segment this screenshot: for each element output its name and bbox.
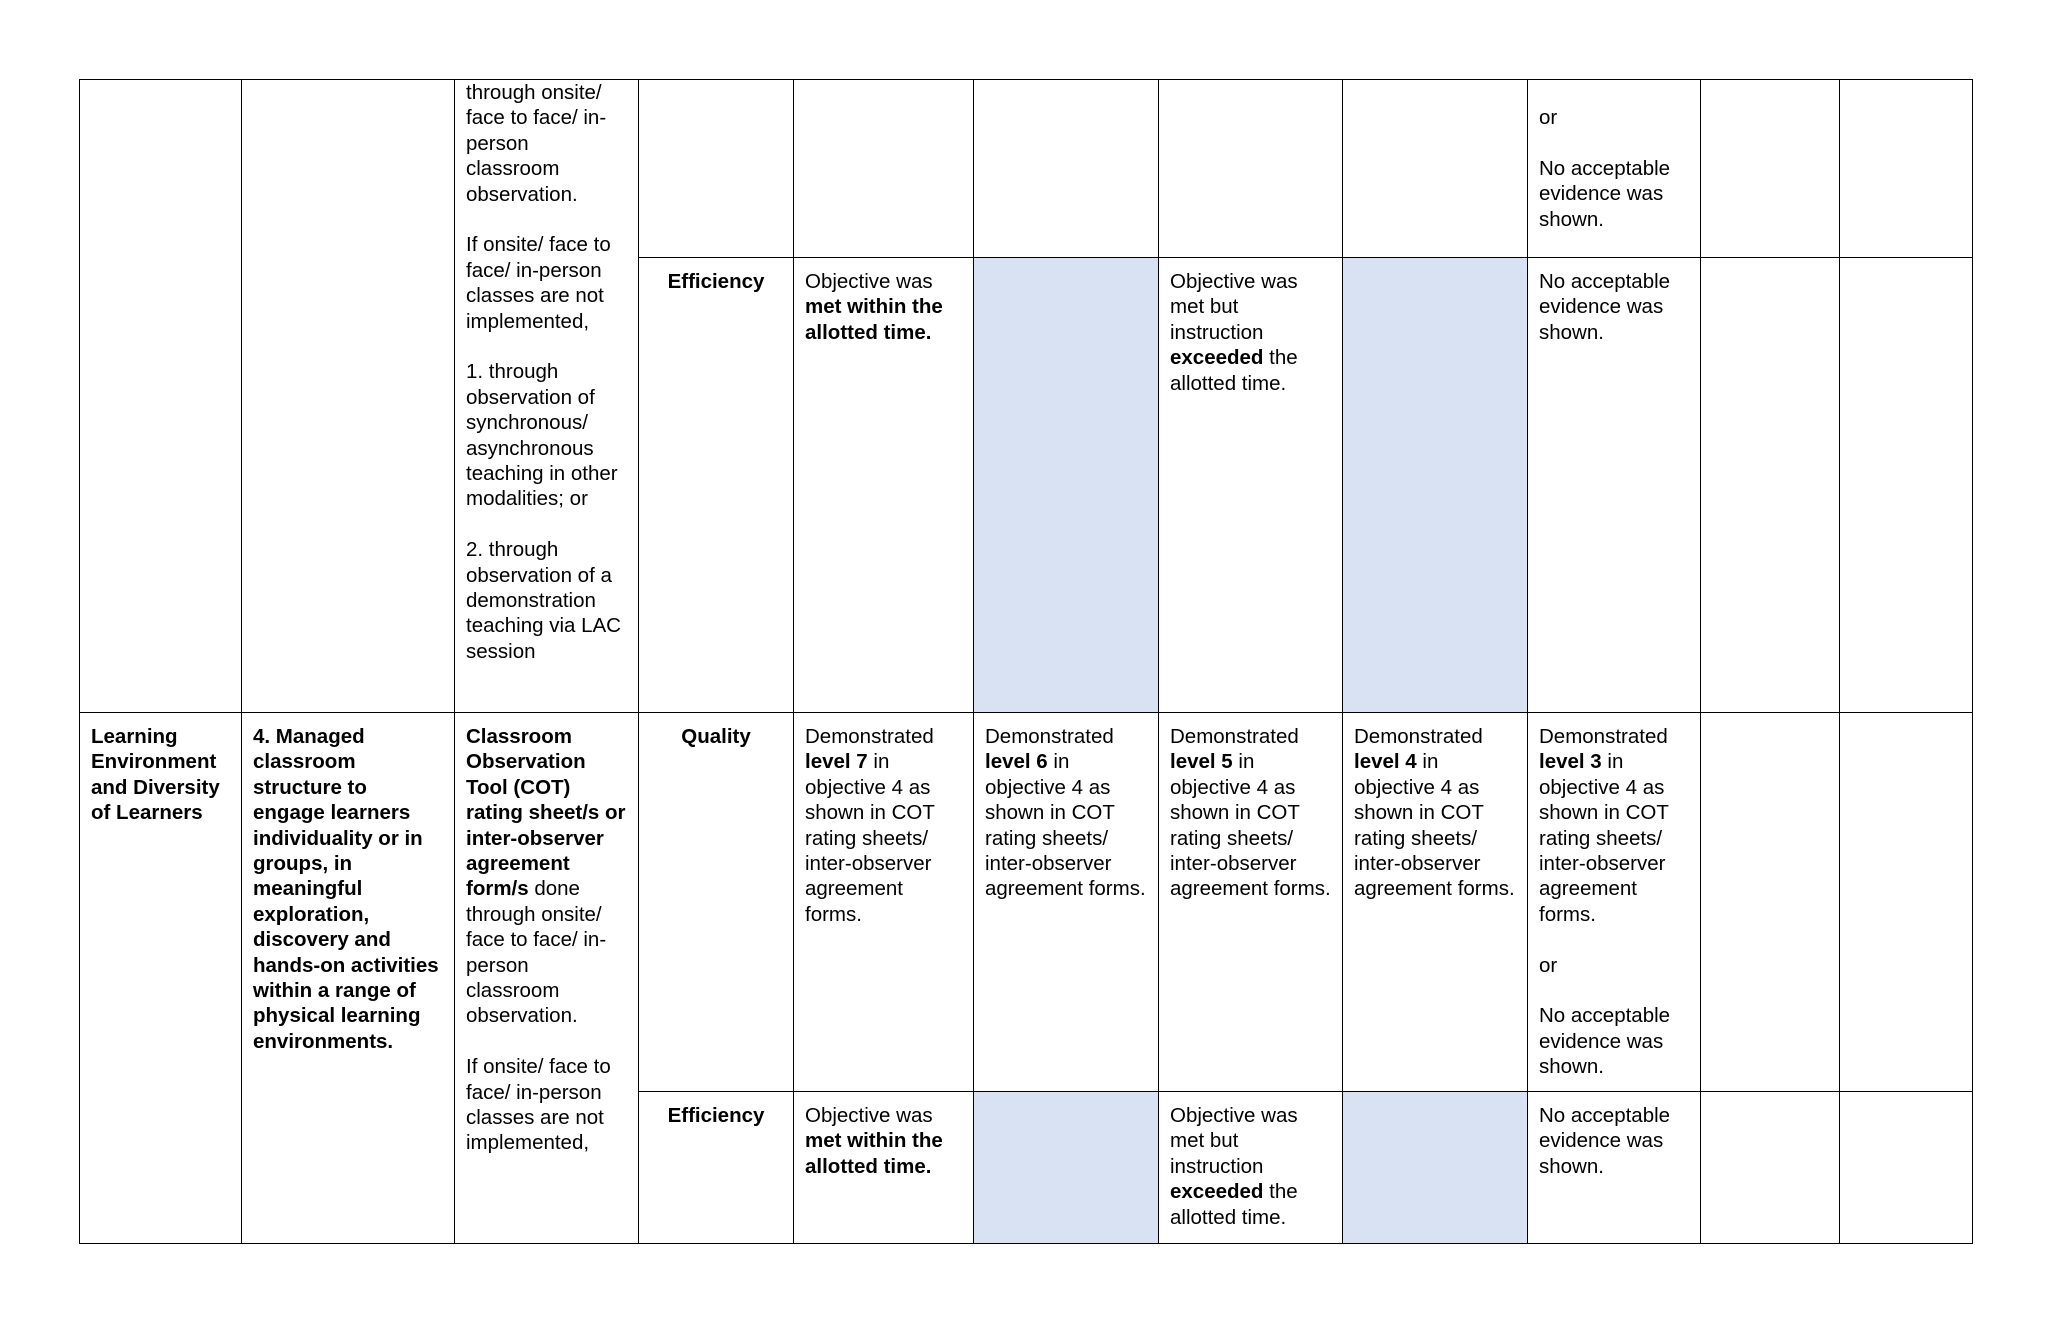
objective-cell: [242, 713, 455, 1244]
quality-text: Demonstrated: [805, 725, 934, 748]
mov-text: If onsite/ face to face/ in-person classes are not implemented,: [466, 1055, 611, 1155]
dimension-efficiency: Efficiency: [639, 1092, 794, 1244]
efficiency-satisfactory-cell: [1159, 1092, 1343, 1244]
efficiency-text: Objective was: [805, 1104, 933, 1127]
objective-title: 4. Managed classroom structure to engage learners individuality or in groups, in meaningful exploration, discovery and hands-on activities within a range of physical learning environments.: [253, 725, 439, 1053]
level-value: level 3: [1539, 750, 1602, 774]
efficiency-text: the allotted time.: [1170, 346, 1298, 395]
efficiency-outstanding-cell: [794, 258, 974, 713]
dimension-efficiency: Efficiency: [639, 258, 794, 713]
quality-text: Demonstrated: [985, 725, 1114, 748]
efficiency-text: the allotted time.: [1170, 1180, 1298, 1229]
mov-text: through onsite/ face to face/ in-person classroom observation.: [466, 81, 607, 206]
level-very-satisfactory-cell: [974, 80, 1159, 258]
or-text: or: [1539, 953, 1558, 977]
efficiency-poor-cell: No acceptable evidence was shown.: [1528, 1092, 1701, 1244]
level-satisfactory-cell: [1159, 80, 1343, 258]
mov-cell: [455, 713, 639, 1244]
efficiency-poor-cell: No acceptable evidence was shown.: [1528, 258, 1701, 713]
efficiency-text: Objective was met but instruction: [1170, 270, 1298, 344]
quality-text: in objective 4 as shown in COT rating sheets/ inter-observer agreement forms.: [1354, 750, 1515, 901]
efficiency-emphasis: met within the allotted time.: [805, 295, 943, 344]
no-evidence-text: No acceptable evidence was shown.: [1539, 1004, 1671, 1079]
or-text: or: [1539, 106, 1558, 129]
dimension-quality: Quality: [639, 713, 794, 1092]
mov-emphasis: Classroom Observation Tool (COT) rating sheet/s or inter-observer agreement form/s: [466, 725, 626, 901]
kra-cell: [80, 80, 242, 713]
quality-text: in objective 4 as shown in COT rating sheets/ inter-observer agreement forms.: [1170, 750, 1331, 901]
shaded-cell: [1343, 1092, 1528, 1244]
quality-text: in objective 4 as shown in COT rating sheets/ inter-observer agreement forms.: [805, 750, 935, 926]
level-value: level 6: [985, 750, 1048, 774]
efficiency-emphasis: met within the allotted time.: [805, 1129, 943, 1178]
score-cell: [1840, 80, 1973, 258]
rating-cell: [1701, 258, 1840, 713]
quality-level-6-cell: [974, 713, 1159, 1092]
quality-text: [1539, 724, 1689, 927]
quality-text: in objective 4 as shown in COT rating sheets/ inter-observer agreement forms.: [985, 750, 1146, 901]
quality-level-4-cell: [1343, 713, 1528, 1092]
score-cell: [1840, 1092, 1973, 1244]
mov-cell: [455, 80, 639, 713]
efficiency-satisfactory-cell: [1159, 258, 1343, 713]
quality-level-3-cell: [1528, 713, 1701, 1092]
mov-text: 2. through observation of a demonstration teaching via LAC session: [466, 538, 621, 663]
quality-text: in objective 4 as shown in COT rating sheets/ inter-observer agreement forms.: [1539, 750, 1669, 926]
efficiency-outstanding-cell: [794, 1092, 974, 1244]
quality-level-5-cell: [1159, 713, 1343, 1092]
quality-text: Demonstrated: [1354, 725, 1483, 748]
level-value: level 7: [805, 750, 868, 774]
shaded-cell: [974, 258, 1159, 713]
mov-text: 1. through observation of synchronous/ asynchronous teaching in other modalities; or: [466, 360, 618, 511]
score-cell: [1840, 713, 1973, 1092]
level-outstanding-cell: [794, 80, 974, 258]
rating-cell: [1701, 1092, 1840, 1244]
efficiency-emphasis: exceeded: [1170, 1180, 1264, 1204]
objective-cell: [242, 80, 455, 713]
rubric-table: [79, 79, 1973, 1244]
quality-text: Demonstrated: [1539, 725, 1668, 748]
mov-text: If onsite/ face to face/ in-person classes are not implemented,: [466, 233, 611, 333]
efficiency-text: Objective was met but instruction: [1170, 1104, 1298, 1178]
no-evidence-text: No acceptable evidence was shown.: [1539, 156, 1671, 231]
quality-text: Demonstrated: [1170, 725, 1299, 748]
mov-text-rest: done through onsite/ face to face/ in-person classroom observation.: [466, 877, 607, 1028]
table-row: [80, 713, 1973, 1092]
level-poor-cell: [1528, 80, 1701, 258]
kra-title: Learning Environment and Diversity of Learners: [91, 725, 220, 825]
score-cell: [1840, 258, 1973, 713]
rating-cell: [1701, 80, 1840, 258]
quality-level-7-cell: [794, 713, 974, 1092]
kra-cell: [80, 713, 242, 1244]
efficiency-text: Objective was: [805, 270, 933, 293]
dimension-cell: [639, 80, 794, 258]
table-row: [80, 80, 1973, 258]
mov-text: [466, 724, 627, 1029]
level-value: level 4: [1354, 750, 1417, 774]
level-unsatisfactory-cell: [1343, 80, 1528, 258]
rating-cell: [1701, 713, 1840, 1092]
shaded-cell: [1343, 258, 1528, 713]
shaded-cell: [974, 1092, 1159, 1244]
level-value: level 5: [1170, 750, 1233, 774]
efficiency-emphasis: exceeded: [1170, 346, 1264, 370]
